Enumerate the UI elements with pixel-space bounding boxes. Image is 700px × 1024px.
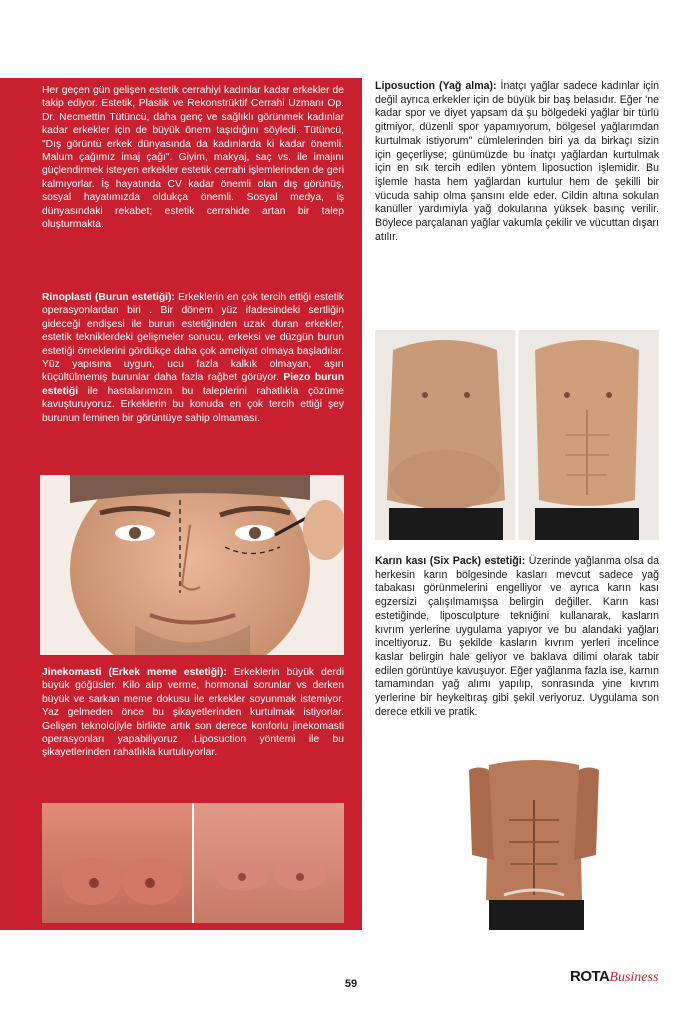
left-column-text	[42, 84, 344, 245]
gynecomastia-body: Erkeklerin büyük derdi büyük göğüsler. Kilo alıp verme, hormonal sorunlar vs derken büyük ve sarkan meme dokusu ile erkekler soyunmak istemiyor. Yaz gelmeden önce bu şikayetlerinden kurtulmak istiyorlar. Gelişen teknolojiyle birlikte artık son derece konforlu jinekomasti operasyonları yapabiliyoruz .Liposuction yöntemi ile bu şikayetlerinden rahatlıkla kurtuluyorlar.	[42, 667, 344, 759]
liposuction-paragraph	[375, 80, 659, 244]
rhinoplasty-paragraph	[42, 291, 344, 425]
intro-paragraph: Her geçen gün gelişen estetik cerrahiyi kadınlar kadar erkekler de takip ediyor. Estetik, Plastik ve Rekonstrüktif Cerrahi Uzmanı Op. Dr. Necmettin Tütüncü, daha genç ve sağlıklı görünmek kadınlar kadar erkekler için de büyük önem taşıdığını söyledi. Tütüncü, "Dış görüntü erkek dünyasında da kadınlarda ki kadar önemli. Malum çağımız imaj çağı". Giyim, makyaj, saç vs. ile imajını güçlendirmek isteyen erkekler estetik cerrahi işlemlerinden de geri kalmıyorlar. İş hayatında CV kadar önemli olan dış görünüş, sosyal hayatımızda oldukça önemli. Sosyal medya, iş dünyasındaki rekabet; estetik cerrahide artan bir talep oluşturmakta.	[42, 85, 344, 231]
gynecomastia-section	[42, 666, 344, 760]
page-number: 59	[344, 978, 358, 990]
brand-rota: ROTA	[570, 968, 610, 985]
rhinoplasty-section	[42, 291, 344, 425]
six-pack-section	[375, 555, 659, 719]
gynecomastia-photo	[42, 803, 344, 923]
six-pack-paragraph	[375, 555, 659, 719]
rota-business-logo	[570, 968, 658, 988]
six-pack-photo	[464, 760, 604, 930]
liposuction-photo	[375, 330, 659, 540]
liposuction-body: İnatçı yağlar sadece kadınlar için değil ayrıca erkekler için de büyük bir baş belasıdır. Eğer 'ne kadar spor ve diyet yapsam da şu bölgedeki yağlar bir türlü gitmiyor, düzenli spor yapamıyorum, bölgesel yağlarımdan kurtulmak istiyorum" cümlelerinden biri ya da birkaçı sizin için geçerliyse; günümüzde bu inatçı yağlardan kurtulmak için en sık tercih edilen yöntem liposuction işlemidir. Bu işlemle hasta hem yağlardan kurtulur hem de şekilli bir vücuda sahip olma şansını elde eder. Cildin altına sokulan kanüller yardımıyla yağ dokularına yüksek basınç verilir. Böylece parçalanan yağlar vakumla çekilir ve vücuttan dışarı atılır.	[375, 80, 659, 243]
six-pack-body: Üzerinde yağlanma olsa da herkesin karın bölgesinde kasları mevcut sadece yağ tabakası görünmelerini engelliyor ve ayrıca karın kası egzersizi çalışılmamışsa belirgin değiller. Karın kası estetiğinde, liposculpture tekniğini kullanarak, kasların kıvrım yerlerine uygulama yapıyor ve bu alandaki yağları inceltiyoruz. Bu şekilde kasların kıvrım yerleri incelince kaslar belirgin hale geliyor ve baklava dilimi olarak tabir edilen görüntüye kavuşuyor. Eğer yağlanma fazla ise, karnın tamamından yağ alımı yapılıp, sonrasında yine kıvrım yerlerine bir heykeltıraş gibi şekil veriyoruz. Uygulama son derece etkili ve pratik.	[375, 555, 659, 718]
brand-business: Business	[609, 970, 659, 985]
liposuction-section	[375, 80, 659, 244]
piezo-term: Piezo burun estetiği	[42, 372, 345, 397]
liposuction-heading: Liposuction (Yağ alma):	[375, 80, 497, 92]
rhinoplasty-heading: Rinoplasti (Burun estetiği):	[42, 292, 175, 303]
gynecomastia-paragraph	[42, 666, 344, 760]
rhinoplasty-photo	[40, 475, 344, 655]
rhinoplasty-body-1: Erkeklerin en çok tercih ettiği estetik operasyonlardan biri . Bir dönem yüz ifadesindeki sertliğin gideceği endişesi ile burun estetiğinden uzak duran erkekler, estetik tekniklerdeki gelişmeler sonucu, erkeksi ve düzgün burun estetiği örneklerini gördükçe daha çok ameliyat olmaya başladılar. Yüz yapısına uygun, ucu fazla kalkık olmayan, aşırı küçültülmemiş burunlar daha fazla rağbet görüyor.	[42, 292, 344, 384]
six-pack-heading: Karın kası (Six Pack) estetiği:	[375, 555, 526, 567]
gynecomastia-heading: Jinekomasti (Erkek meme estetiği):	[42, 667, 227, 678]
rhinoplasty-body-2: ile hastalarımızın bu taleplerini rahatlıkla çözüme kavuşturuyoruz. Erkeklerin bu konuda en çok tercih ettiği şey burunun feminen bir görüntüye sahip olmaması.	[42, 385, 344, 424]
